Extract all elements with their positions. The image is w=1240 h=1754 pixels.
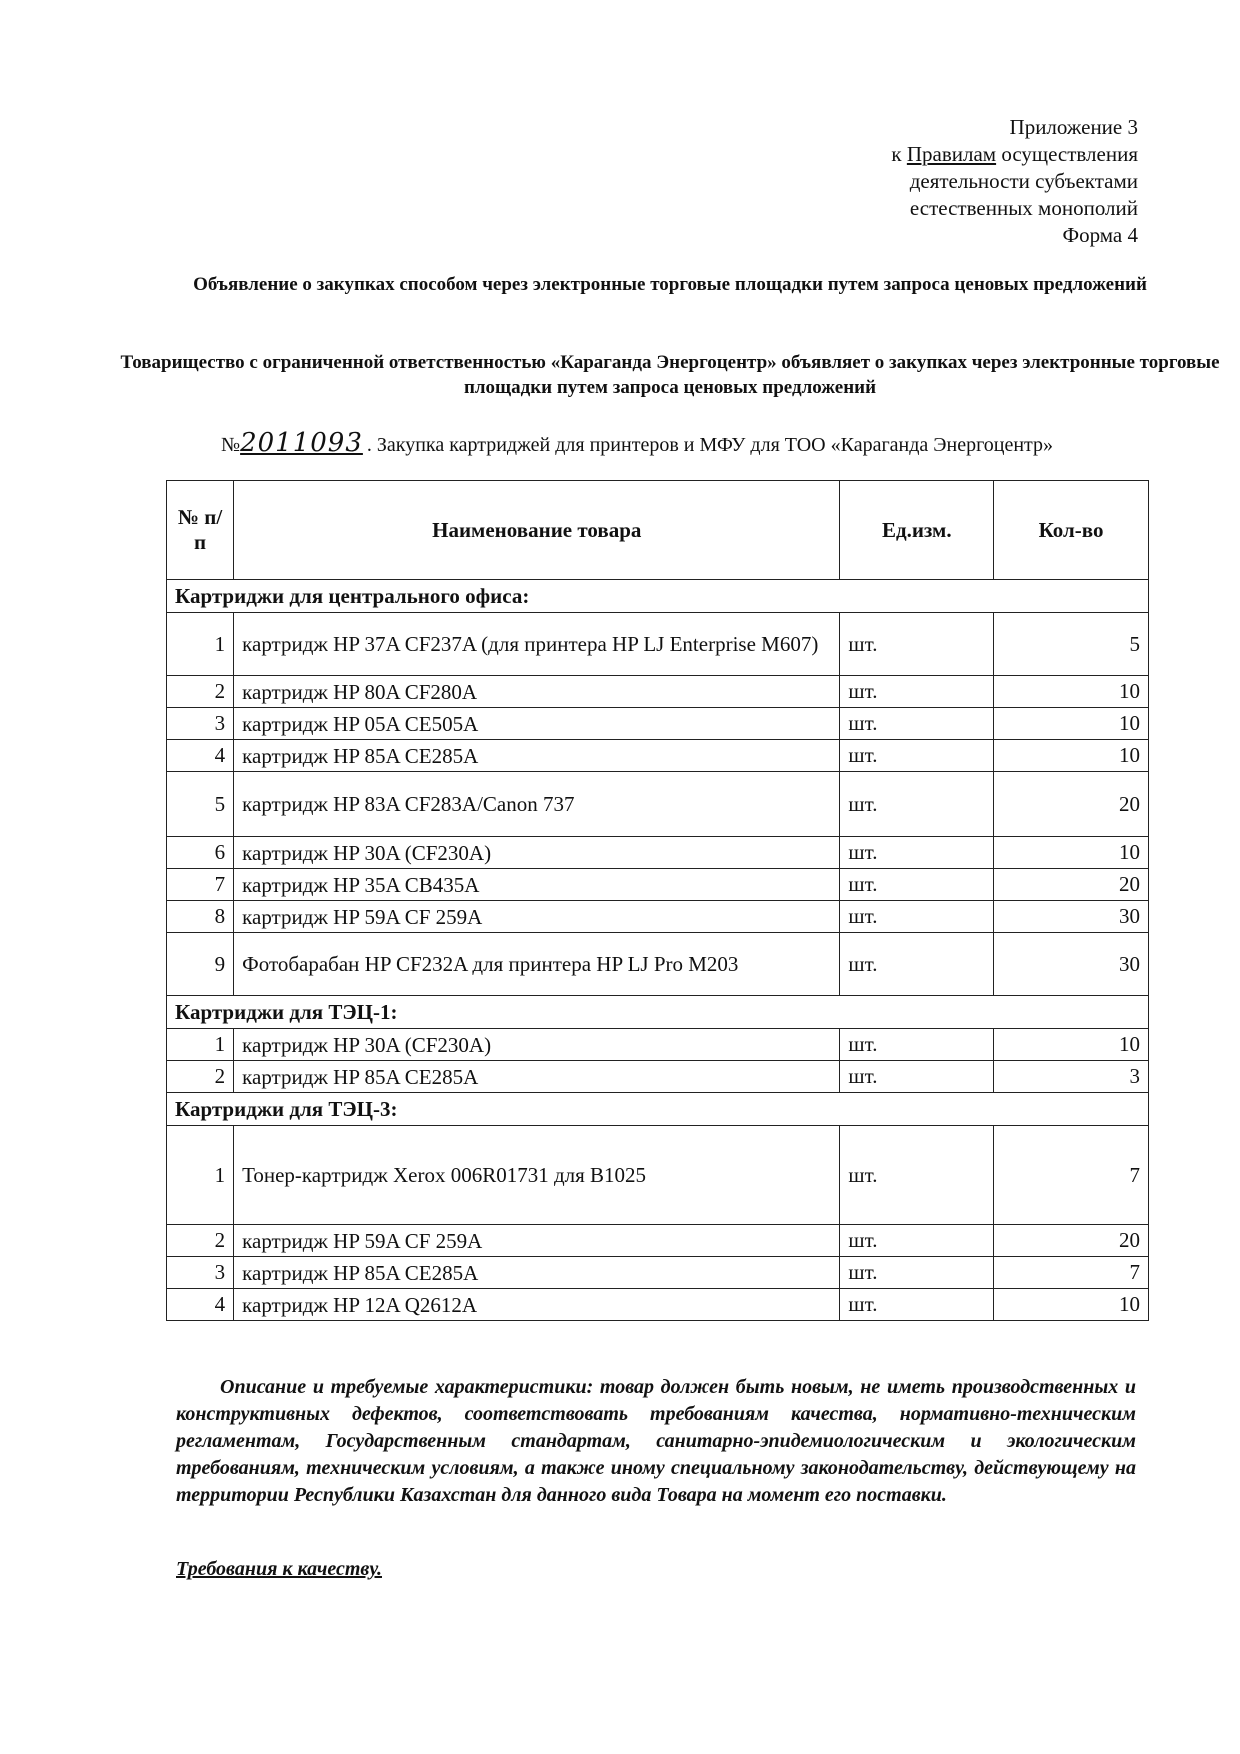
- row-unit: шт.: [840, 1126, 994, 1225]
- description-paragraph: Описание и требуемые характеристики: товар должен быть новым, не иметь производственных и конструктивных дефектов, соответствовать требованиям качества, нормативно-техническим регламентам, Государственным стандартам, санитарно-эпидемиологическим и экологическим требованиям, техническим условиям, а также иному специальному законодательству, действующему на территории Республики Казахстан для данного вида Товара на момент его поставки.: [176, 1376, 1136, 1506]
- row-qty: 3: [994, 1061, 1149, 1093]
- row-name: картридж HP 85A CE285A: [234, 1061, 840, 1093]
- row-num: 1: [167, 613, 234, 676]
- quality-requirements-heading: Требования к качеству.: [176, 1558, 382, 1580]
- row-qty: 20: [994, 1225, 1149, 1257]
- rules-link[interactable]: Правилам: [906, 142, 997, 166]
- table-row: [167, 933, 1149, 996]
- row-name: картридж HP 30A (CF230A): [234, 1029, 840, 1061]
- section-row-tec-1: [167, 996, 1149, 1029]
- row-name: картридж HP 30A (CF230A): [234, 837, 840, 869]
- row-qty: 10: [994, 1289, 1149, 1321]
- row-name: картридж HP 05A CE505A: [234, 708, 840, 740]
- header-num: № п/п: [167, 481, 234, 580]
- row-num: 7: [167, 869, 234, 901]
- row-qty: 30: [994, 933, 1149, 996]
- row-name: картридж HP 35A CB435A: [234, 869, 840, 901]
- row-unit: шт.: [840, 901, 994, 933]
- table-header-row: [167, 481, 1149, 580]
- row-name: картридж HP 59A CF 259A: [234, 901, 840, 933]
- row-qty: 10: [994, 740, 1149, 772]
- row-unit: шт.: [840, 869, 994, 901]
- row-qty: 10: [994, 1029, 1149, 1061]
- row-unit: шт.: [840, 933, 994, 996]
- row-name: картридж HP 80A CF280A: [234, 676, 840, 708]
- section-row-tec-3: [167, 1093, 1149, 1126]
- row-unit: шт.: [840, 708, 994, 740]
- row-qty: 10: [994, 676, 1149, 708]
- row-unit: шт.: [840, 1257, 994, 1289]
- header-qty: Кол-во: [994, 481, 1149, 580]
- row-qty: 20: [994, 772, 1149, 837]
- table-row: [167, 1126, 1149, 1225]
- table-row: [167, 869, 1149, 901]
- lot-number: 2011093: [240, 428, 363, 458]
- row-name: Тонер-картридж Xerox 006R01731 для B1025: [234, 1126, 840, 1225]
- form-number: Форма 4: [1062, 223, 1138, 247]
- row-name: Фотобарабан HP CF232A для принтера HP LJ Pro M203: [234, 933, 840, 996]
- row-num: 6: [167, 837, 234, 869]
- lot-number-sign: №: [221, 434, 241, 456]
- row-num: 9: [167, 933, 234, 996]
- row-num: 1: [167, 1126, 234, 1225]
- appendix-line-1: Приложение 3: [1009, 115, 1138, 139]
- row-qty: 7: [994, 1257, 1149, 1289]
- announcement-title: Объявление о закупках способом через электронные торговые площадки путем запроса ценовых предложений: [193, 274, 1147, 295]
- section-title: Картриджи для центрального офиса:: [167, 580, 1149, 613]
- row-num: 4: [167, 740, 234, 772]
- row-name: картридж HP 12A Q2612A: [234, 1289, 840, 1321]
- appendix-line-2-suffix: осуществления: [996, 142, 1138, 166]
- row-num: 2: [167, 1061, 234, 1093]
- lot-line: [221, 428, 1053, 458]
- row-name: картридж HP 83A CF283A/Canon 737: [234, 772, 840, 837]
- table-row: [167, 676, 1149, 708]
- table-row: [167, 1061, 1149, 1093]
- row-qty: 20: [994, 869, 1149, 901]
- appendix-line-2: [891, 141, 1138, 168]
- row-num: 4: [167, 1289, 234, 1321]
- row-unit: шт.: [840, 676, 994, 708]
- section-title: Картриджи для ТЭЦ-3:: [167, 1093, 1149, 1126]
- appendix-reference: [891, 114, 1138, 249]
- table-row: [167, 1029, 1149, 1061]
- row-unit: шт.: [840, 1029, 994, 1061]
- row-num: 2: [167, 1225, 234, 1257]
- row-num: 3: [167, 708, 234, 740]
- company-announcement: Товарищество с ограниченной ответственностью «Караганда Энергоцентр» объявляет о закупках через электронные торговые площадки путем запроса ценовых предложений: [120, 352, 1220, 398]
- row-unit: шт.: [840, 772, 994, 837]
- table-row: [167, 837, 1149, 869]
- appendix-line-2-prefix: к: [891, 142, 907, 166]
- row-unit: шт.: [840, 1061, 994, 1093]
- row-name: картридж HP 85A CE285A: [234, 740, 840, 772]
- header-unit: Ед.изм.: [840, 481, 994, 580]
- header-name: Наименование товара: [234, 481, 840, 580]
- section-title: Картриджи для ТЭЦ-1:: [167, 996, 1149, 1029]
- table-row: [167, 1225, 1149, 1257]
- section-row-central-office: [167, 580, 1149, 613]
- row-num: 5: [167, 772, 234, 837]
- row-unit: шт.: [840, 740, 994, 772]
- row-unit: шт.: [840, 1289, 994, 1321]
- row-num: 8: [167, 901, 234, 933]
- row-name: картридж HP 59A CF 259A: [234, 1225, 840, 1257]
- row-qty: 5: [994, 613, 1149, 676]
- row-unit: шт.: [840, 837, 994, 869]
- table-row: [167, 901, 1149, 933]
- appendix-line-4: естественных монополий: [909, 196, 1138, 220]
- table-row: [167, 772, 1149, 837]
- row-num: 1: [167, 1029, 234, 1061]
- table-row: [167, 708, 1149, 740]
- row-name: картридж HP 85A CE285A: [234, 1257, 840, 1289]
- row-qty: 10: [994, 708, 1149, 740]
- appendix-line-3: деятельности субъектами: [909, 169, 1138, 193]
- table-row: [167, 1289, 1149, 1321]
- table-row: [167, 740, 1149, 772]
- row-unit: шт.: [840, 613, 994, 676]
- row-qty: 30: [994, 901, 1149, 933]
- row-qty: 7: [994, 1126, 1149, 1225]
- lot-title: . Закупка картриджей для принтеров и МФУ для ТОО «Караганда Энергоцентр»: [366, 434, 1054, 456]
- row-unit: шт.: [840, 1225, 994, 1257]
- table-row: [167, 613, 1149, 676]
- goods-table: [166, 480, 1149, 1321]
- table-row: [167, 1257, 1149, 1289]
- row-name: картридж HP 37A CF237A (для принтера HP LJ Enterprise M607): [234, 613, 840, 676]
- row-num: 2: [167, 676, 234, 708]
- row-qty: 10: [994, 837, 1149, 869]
- row-num: 3: [167, 1257, 234, 1289]
